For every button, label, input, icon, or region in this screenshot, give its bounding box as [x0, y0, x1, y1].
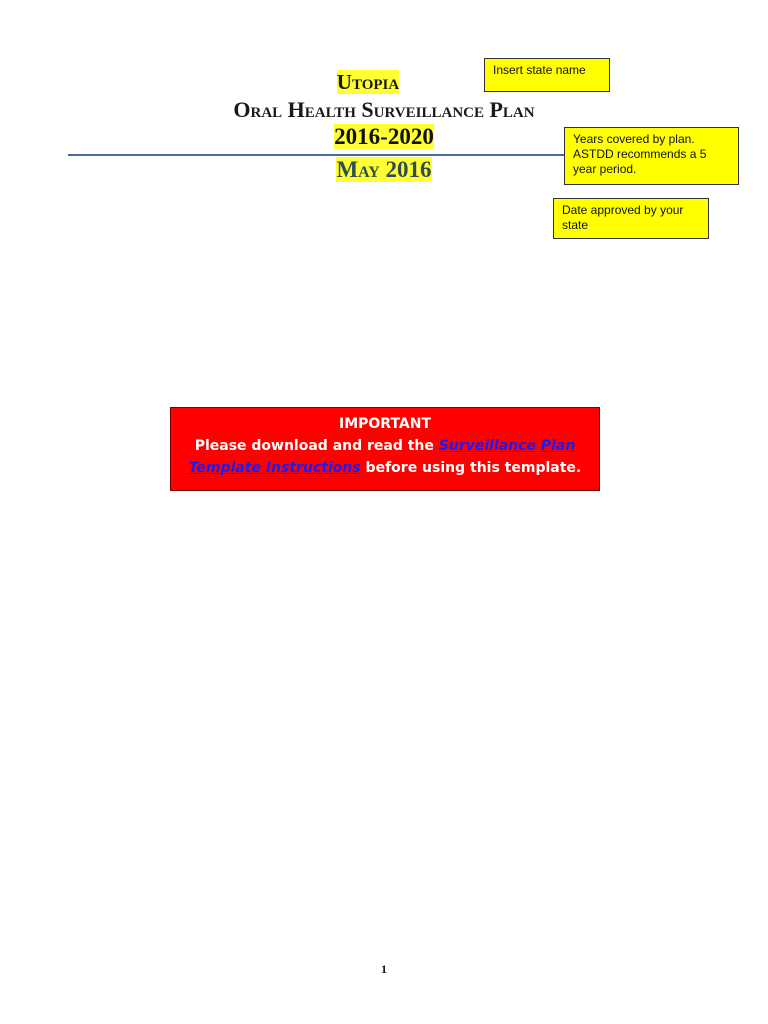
- template-instructions-link[interactable]: Surveillance Plan Template Instructions: [188, 438, 576, 476]
- important-text-after: before using this template.: [360, 460, 582, 476]
- date-approved-note-text: Date approved by your state: [562, 203, 684, 232]
- important-heading: IMPORTANT: [338, 416, 432, 432]
- page-number: 1: [381, 962, 387, 976]
- date-approved-note: [553, 198, 709, 239]
- state-name-note-text: Insert state name: [493, 63, 586, 77]
- important-message: [171, 435, 599, 479]
- important-notice: [170, 407, 600, 491]
- years-note-text: Years covered by plan. ASTDD recommends a 5 year period.: [573, 132, 707, 176]
- important-text-before: Please download and read the: [194, 438, 439, 454]
- state-name-heading: [0, 70, 752, 95]
- title-divider: [68, 154, 568, 156]
- state-name-note: [484, 58, 610, 92]
- plan-title-text: Oral Health Surveillance Plan: [233, 97, 535, 122]
- plan-title-heading: [0, 97, 768, 123]
- years-note: [564, 127, 739, 185]
- plan-years-text: 2016-2020: [334, 124, 434, 149]
- plan-date-text: May 2016: [336, 157, 432, 182]
- state-name-text: Utopia: [336, 70, 400, 94]
